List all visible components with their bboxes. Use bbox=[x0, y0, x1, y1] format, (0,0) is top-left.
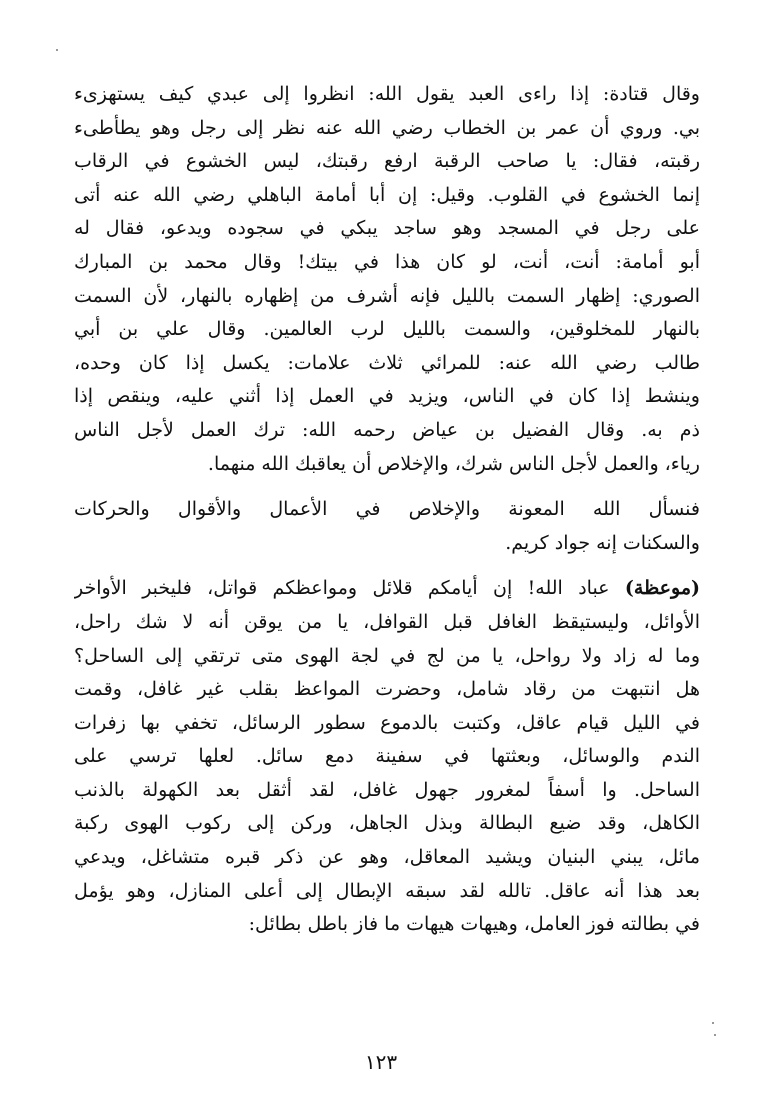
text-line: الندم والوسائل، وبعثتها في سفينة دمع سائل. لعلها ترسي على bbox=[74, 745, 700, 768]
text-line: أبو أمامة: أنت، أنت، لو كان هذا في بيتك! وقال محمد بن المبارك bbox=[74, 250, 700, 273]
text-line: رقبته، فقال: يا صاحب الرقبة ارفع رقبتك، ليس الخشوع في الرقاب bbox=[74, 150, 700, 173]
section-heading: (موعظة) bbox=[624, 577, 700, 600]
text-line: وما له زاد ولا رواحل، يا من لج في لجة الهوى متى ترتقي إلى الساحل؟ bbox=[74, 644, 700, 667]
text-line: في بطالته فوز العامل، وهيهات هيهات ما فاز باطل بطائل: bbox=[248, 913, 700, 936]
text-line: هل انتبهت من رقاد شامل، وحضرت المواعظ بقلب غير غافل، وقمت bbox=[74, 678, 700, 701]
text-line: بي. وروي أن عمر بن الخطاب رضي الله عنه نظر إلى رجل وهو يطأطىء bbox=[74, 116, 700, 139]
text-line: وقال قتادة: إذا راءى العبد يقول الله: انظروا إلى عبدي كيف يستهزىء bbox=[74, 83, 700, 105]
text-line: وينشط إذا كان في الناس، ويزيد في العمل إذا أثني عليه، وينقص إذا bbox=[74, 385, 700, 408]
paragraph-qatada bbox=[74, 78, 700, 481]
text-line: على رجل في المسجد وهو ساجد يبكي في سجوده ويدعو، فقال له bbox=[74, 217, 700, 240]
text-line bbox=[74, 572, 700, 606]
text-line: في الليل قيام عاقل، وكتبت بالدموع سطور الرسائل، تخفي بها زفرات bbox=[74, 711, 700, 734]
text-line: الساحل. وا أسفاً لمغرور جهول غافل، لقد أثقل بعد الكهولة بالذنب bbox=[74, 778, 700, 801]
page-body bbox=[74, 78, 700, 1038]
text-line: بالنهار للمخلوقين، والسمت بالليل لرب العالمين. وقال علي بن أبي bbox=[74, 318, 700, 341]
text-line: رياء، والعمل لأجل الناس شرك، والإخلاص أن يعاقبك الله منهما. bbox=[207, 452, 700, 475]
text-line: بعد هذا أنه عاقل. تالله لقد سبقه الإبطال إلى أعلى المنازل، وهو يؤمل bbox=[74, 879, 700, 902]
text-line: فنسأل الله المعونة والإخلاص في الأعمال والأقوال والحركات bbox=[74, 498, 700, 521]
text-line: إنما الخشوع في القلوب. وقيل: إن أبا أمامة الباهلي رضي الله عنه أتى bbox=[74, 183, 700, 206]
scan-speck bbox=[56, 49, 58, 51]
scan-speck bbox=[714, 1034, 716, 1036]
text-line-content: عباد الله! إن أيامكم قلائل ومواعظكم قواتل، فليخبر الأواخر bbox=[74, 577, 625, 600]
paragraph-dua bbox=[74, 493, 700, 560]
text-line: مائل، يبني البنيان ويشيد المعاقل، وهو عن ذكر قبره متشاغل، ويدعي bbox=[74, 846, 700, 869]
text-line: الصوري: إظهار السمت بالليل فإنه أشرف من إظهاره بالنهار، لأن السمت bbox=[74, 284, 700, 307]
text-line: الأوائل، وليستيقظ الغافل قبل القوافل، يا من يوقن أنه لا شك راحل، bbox=[74, 610, 700, 633]
scan-speck bbox=[712, 1022, 714, 1024]
paragraph-mawidha bbox=[74, 572, 700, 942]
text-line: والسكنات إنه جواد كريم. bbox=[505, 531, 700, 554]
text-line: الكاهل، وقد ضيع البطالة وبذل الجاهل، وركن إلى ركوب الهوى ركبة bbox=[74, 812, 700, 835]
page-number: ١٢٣ bbox=[364, 1050, 398, 1074]
text-line: طالب رضي الله عنه: للمرائي ثلاث علامات: يكسل إذا كان وحده، bbox=[74, 351, 700, 374]
text-line: ذم به. وقال الفضيل بن عياض رحمه الله: ترك العمل لأجل الناس bbox=[74, 418, 700, 441]
